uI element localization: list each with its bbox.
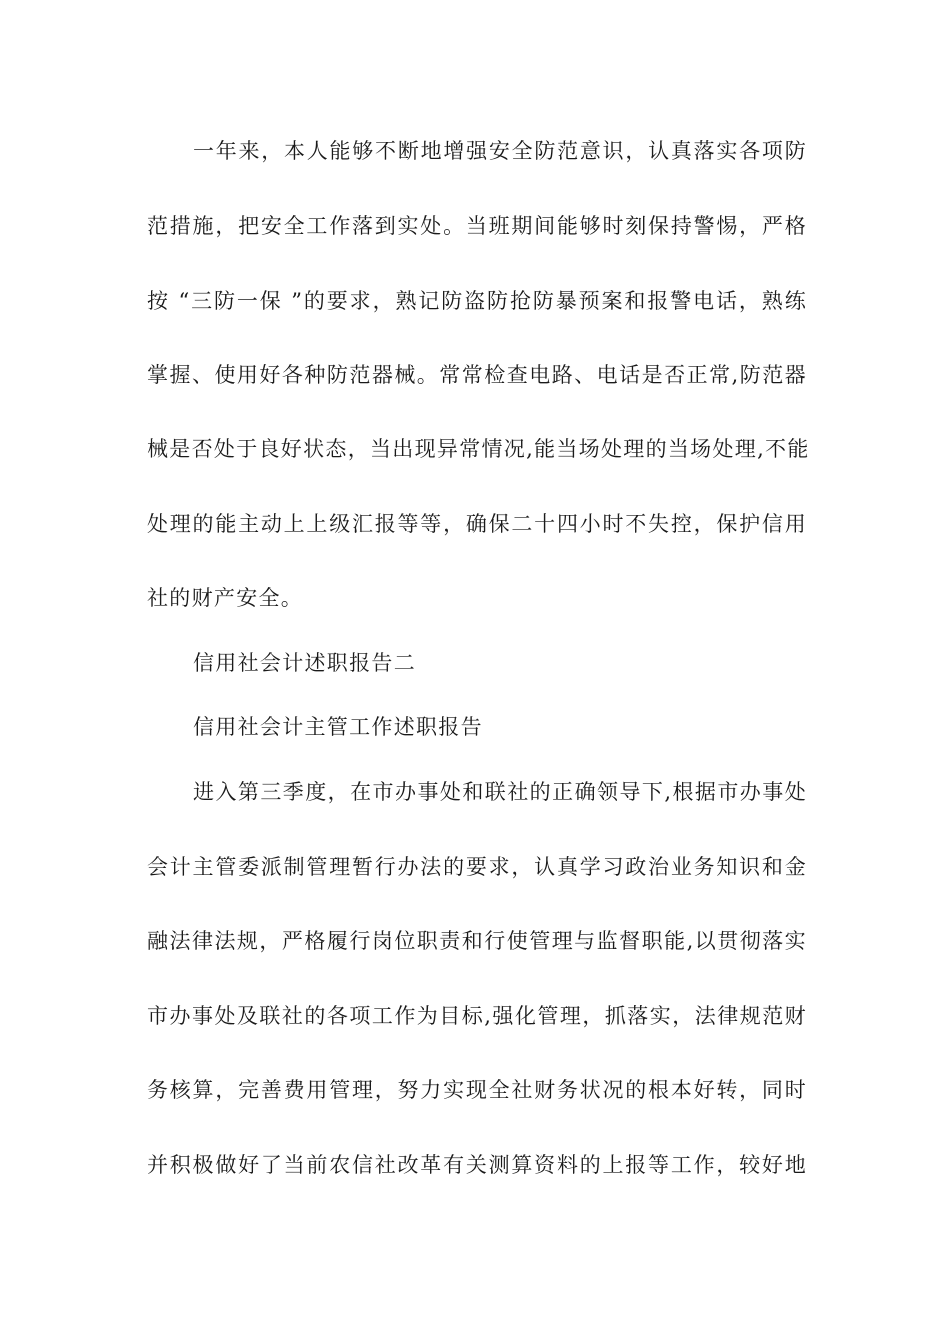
paragraph-1-line-1: 一年来，本人能够不断地增强安全防范意识，认真落实各项防 [193,139,807,163]
paragraph-2-line-4: 市办事处及联社的各项工作为目标,强化管理，抓落实，法律规范财 [147,1004,807,1028]
paragraph-1-line-2: 范措施，把安全工作落到实处。当班期间能够时刻保持警惕，严格 [147,214,807,238]
paragraph-1-line-4: 掌握、使用好各种防范器械。常常检查电路、电话是否正常,防范器 [147,363,807,387]
paragraph-2-line-5: 务核算，完善费用管理，努力实现全社财务状况的根本好转，同时 [147,1078,807,1102]
paragraph-1-line-3: 按 “三防一保 ”的要求，熟记防盗防抢防暴预案和报警电话，熟练 [147,289,807,313]
paragraph-1-line-6: 处理的能主动上上级汇报等等，确保二十四小时不失控，保护信用 [147,512,807,536]
paragraph-1-line-7: 社的财产安全。 [147,586,304,610]
report-heading: 信用社会计述职报告二 [193,651,416,675]
paragraph-2-line-6: 并积极做好了当前农信社改革有关测算资料的上报等工作，较好地 [147,1153,807,1177]
paragraph-2-line-2: 会计主管委派制管理暂行办法的要求，认真学习政治业务知识和金 [147,855,807,879]
report-subheading: 信用社会计主管工作述职报告 [193,715,483,739]
paragraph-2-line-1: 进入第三季度，在市办事处和联社的正确领导下,根据市办事处 [193,780,807,804]
paragraph-2-line-3: 融法律法规，严格履行岗位职责和行使管理与监督职能,以贯彻落实 [147,929,807,953]
paragraph-1-line-5: 械是否处于良好状态，当出现异常情况,能当场处理的当场处理,不能 [147,437,810,461]
